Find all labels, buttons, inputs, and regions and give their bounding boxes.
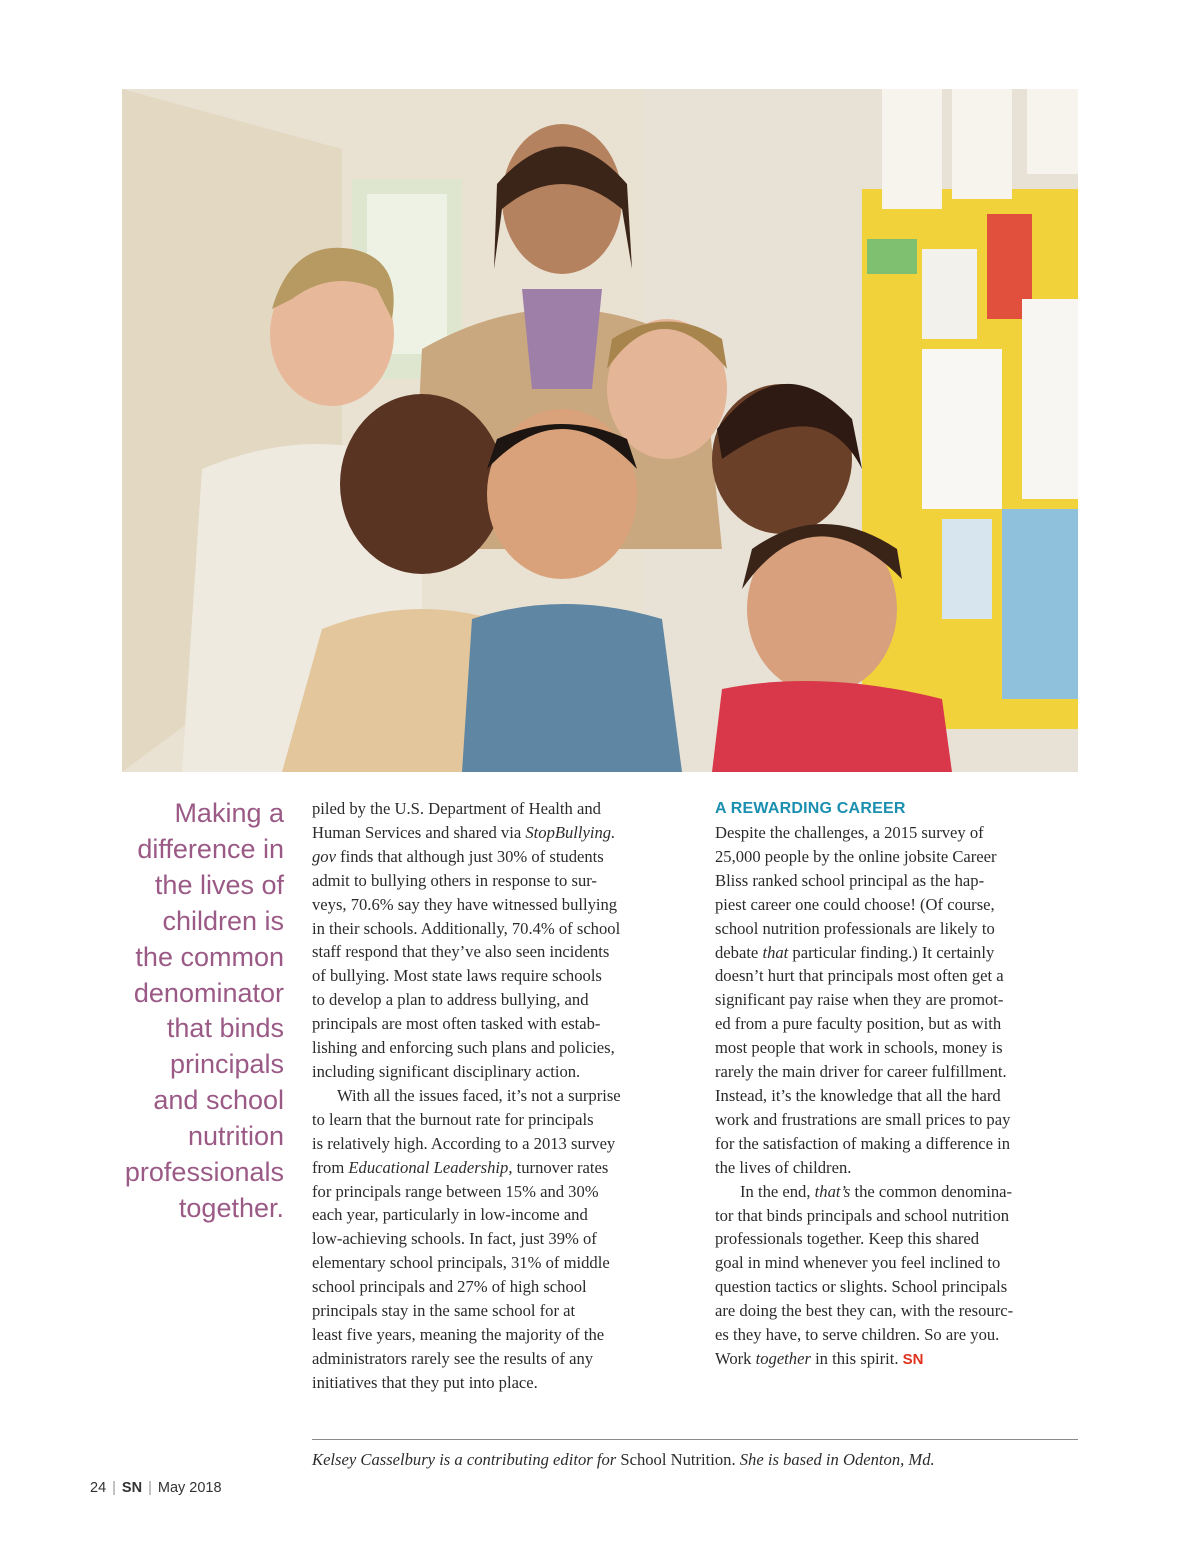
text-line: question tactics or slights. School principals [715,1277,1008,1297]
text-run: In the end, [740,1181,815,1201]
text-line: the lives of children. [715,1157,852,1177]
text-line: Instead, it’s the knowledge that all the hard [715,1085,1001,1105]
text-line: are doing the best they can, with the resourc- [715,1301,1014,1321]
text-line: including significant disciplinary action. [312,1061,581,1081]
text-line: is relatively high. According to a 2013 survey [312,1133,616,1153]
magazine-name: School Nutrition. [620,1450,736,1469]
text-run: Work [715,1348,756,1368]
article-paragraph [312,1084,684,1395]
article-column-1 [312,797,684,1395]
text-line: of bullying. Most state laws require schools [312,966,602,986]
italic-text: that’s [814,1181,851,1201]
pull-quote-line: professionals [124,1157,284,1188]
text-run: turnover rates [512,1157,609,1177]
text-run: particular finding.) It certainly [788,942,995,962]
text-line: school principals and 27% of high school [312,1277,587,1297]
italic-text: that [762,942,789,962]
text-line: for the satisfaction of making a difference in [715,1133,1011,1153]
text-line: administrators rarely see the results of any [312,1348,594,1368]
text-line: veys, 70.6% say they have witnessed bullying [312,894,618,914]
italic-text: Educational Leadership, [348,1157,513,1177]
author-bio [312,1449,1078,1471]
text-line: staff respond that they’ve also seen incidents [312,942,610,962]
article-paragraph [715,821,1087,1180]
pull-quote-line: Making a [174,798,284,828]
bio-text: She is based in Odenton, Md. [735,1450,935,1469]
text-line: most people that work in schools, money is [715,1038,1003,1058]
text-line: piled by the U.S. Department of Health and [312,799,601,818]
text-line: least five years, meaning the majority of the [312,1324,605,1344]
article-column-2 [715,797,1087,1372]
pull-quote-line: denominator [133,977,284,1008]
text-line [312,845,684,869]
text-line: to develop a plan to address bullying, and [312,990,589,1010]
folio-issue: May 2018 [157,1480,222,1496]
text-line: in their schools. Additionally, 70.4% of school [312,918,621,938]
text-line: Bliss ranked school principal as the hap- [715,870,985,890]
pull-quote-line: children is [162,905,284,936]
page-number: 24 [90,1480,107,1496]
text-run: the common denomina- [850,1181,1013,1201]
section-subhead: A REWARDING CAREER [715,800,906,817]
text-line: tor that binds principals and school nutrition [715,1205,1010,1225]
article-paragraph [312,797,684,1084]
text-line [312,821,684,845]
pull-quote-line: that binds [166,1013,284,1044]
text-line: es they have, to serve children. So are you. [715,1325,1000,1345]
folio-separator: | [112,1480,116,1496]
text-line: to learn that the burnout rate for principals [312,1109,594,1129]
text-line [312,1156,684,1180]
text-line: school nutrition professionals are likely to [715,918,995,938]
italic-text: gov [312,846,336,866]
text-run: debate [715,942,763,962]
text-line: doesn’t hurt that principals most often get a [715,966,1004,986]
text-line: principals stay in the same school for at [312,1301,576,1321]
folio-magazine: SN [121,1480,143,1496]
text-line: principals are most often tasked with estab- [312,1014,601,1034]
text-line: 25,000 people by the online jobsite Career [715,846,997,866]
text-line: admit to bullying others in response to sur- [312,870,597,890]
text-line: lishing and enforcing such plans and policies, [312,1038,615,1058]
italic-text: together [755,1348,811,1368]
end-mark: SN [902,1350,924,1368]
text-line: each year, particularly in low-income and [312,1205,588,1225]
text-run: Human Services and shared via [312,822,526,842]
italic-text: StopBullying. [525,822,616,842]
text-line: goal in mind whenever you feel inclined to [715,1253,1001,1273]
text-line: elementary school principals, 31% of middle [312,1253,610,1273]
text-line: professionals together. Keep this shared [715,1229,980,1249]
text-line: Despite the challenges, a 2015 survey of [715,823,984,842]
pull-quote-line: the lives of [154,869,284,900]
text-run: in this spirit. [810,1348,903,1368]
text-line: piest career one could choose! (Of course, [715,894,995,914]
pull-quote-line: difference in [137,833,284,864]
text-line: initiatives that they put into place. [312,1372,538,1392]
pull-quote-line: and school [153,1085,284,1116]
text-line: work and frustrations are small prices to pay [715,1109,1011,1129]
photo-illustration [122,89,1078,772]
pull-quote-line: principals [169,1049,284,1080]
page-folio [90,1480,222,1496]
folio-separator: | [148,1480,152,1496]
text-run: from [312,1157,349,1177]
pull-quote-line: the common [135,941,284,972]
teacher-and-students-photo [122,89,1078,772]
text-line: significant pay raise when they are promot- [715,990,1004,1010]
text-line: With all the issues faced, it’s not a surprise [337,1085,621,1105]
text-line: for principals range between 15% and 30% [312,1181,599,1201]
text-line: rarely the main driver for career fulfillment. [715,1062,1007,1082]
divider-rule [312,1439,1078,1440]
text-line [715,1347,1087,1372]
pull-quote-line: together. [178,1192,284,1223]
pull-quote-line: nutrition [187,1121,284,1152]
text-line [715,941,1087,965]
pull-quote [98,796,284,1227]
text-line: low-achieving schools. In fact, just 39% of [312,1229,597,1249]
text-run: finds that although just 30% of students [335,846,604,866]
bio-text: Kelsey Casselbury is a contributing editor for [312,1450,621,1469]
text-line [715,1180,1087,1204]
text-line: ed from a pure faculty position, but as with [715,1014,1002,1034]
article-paragraph [715,1180,1087,1372]
